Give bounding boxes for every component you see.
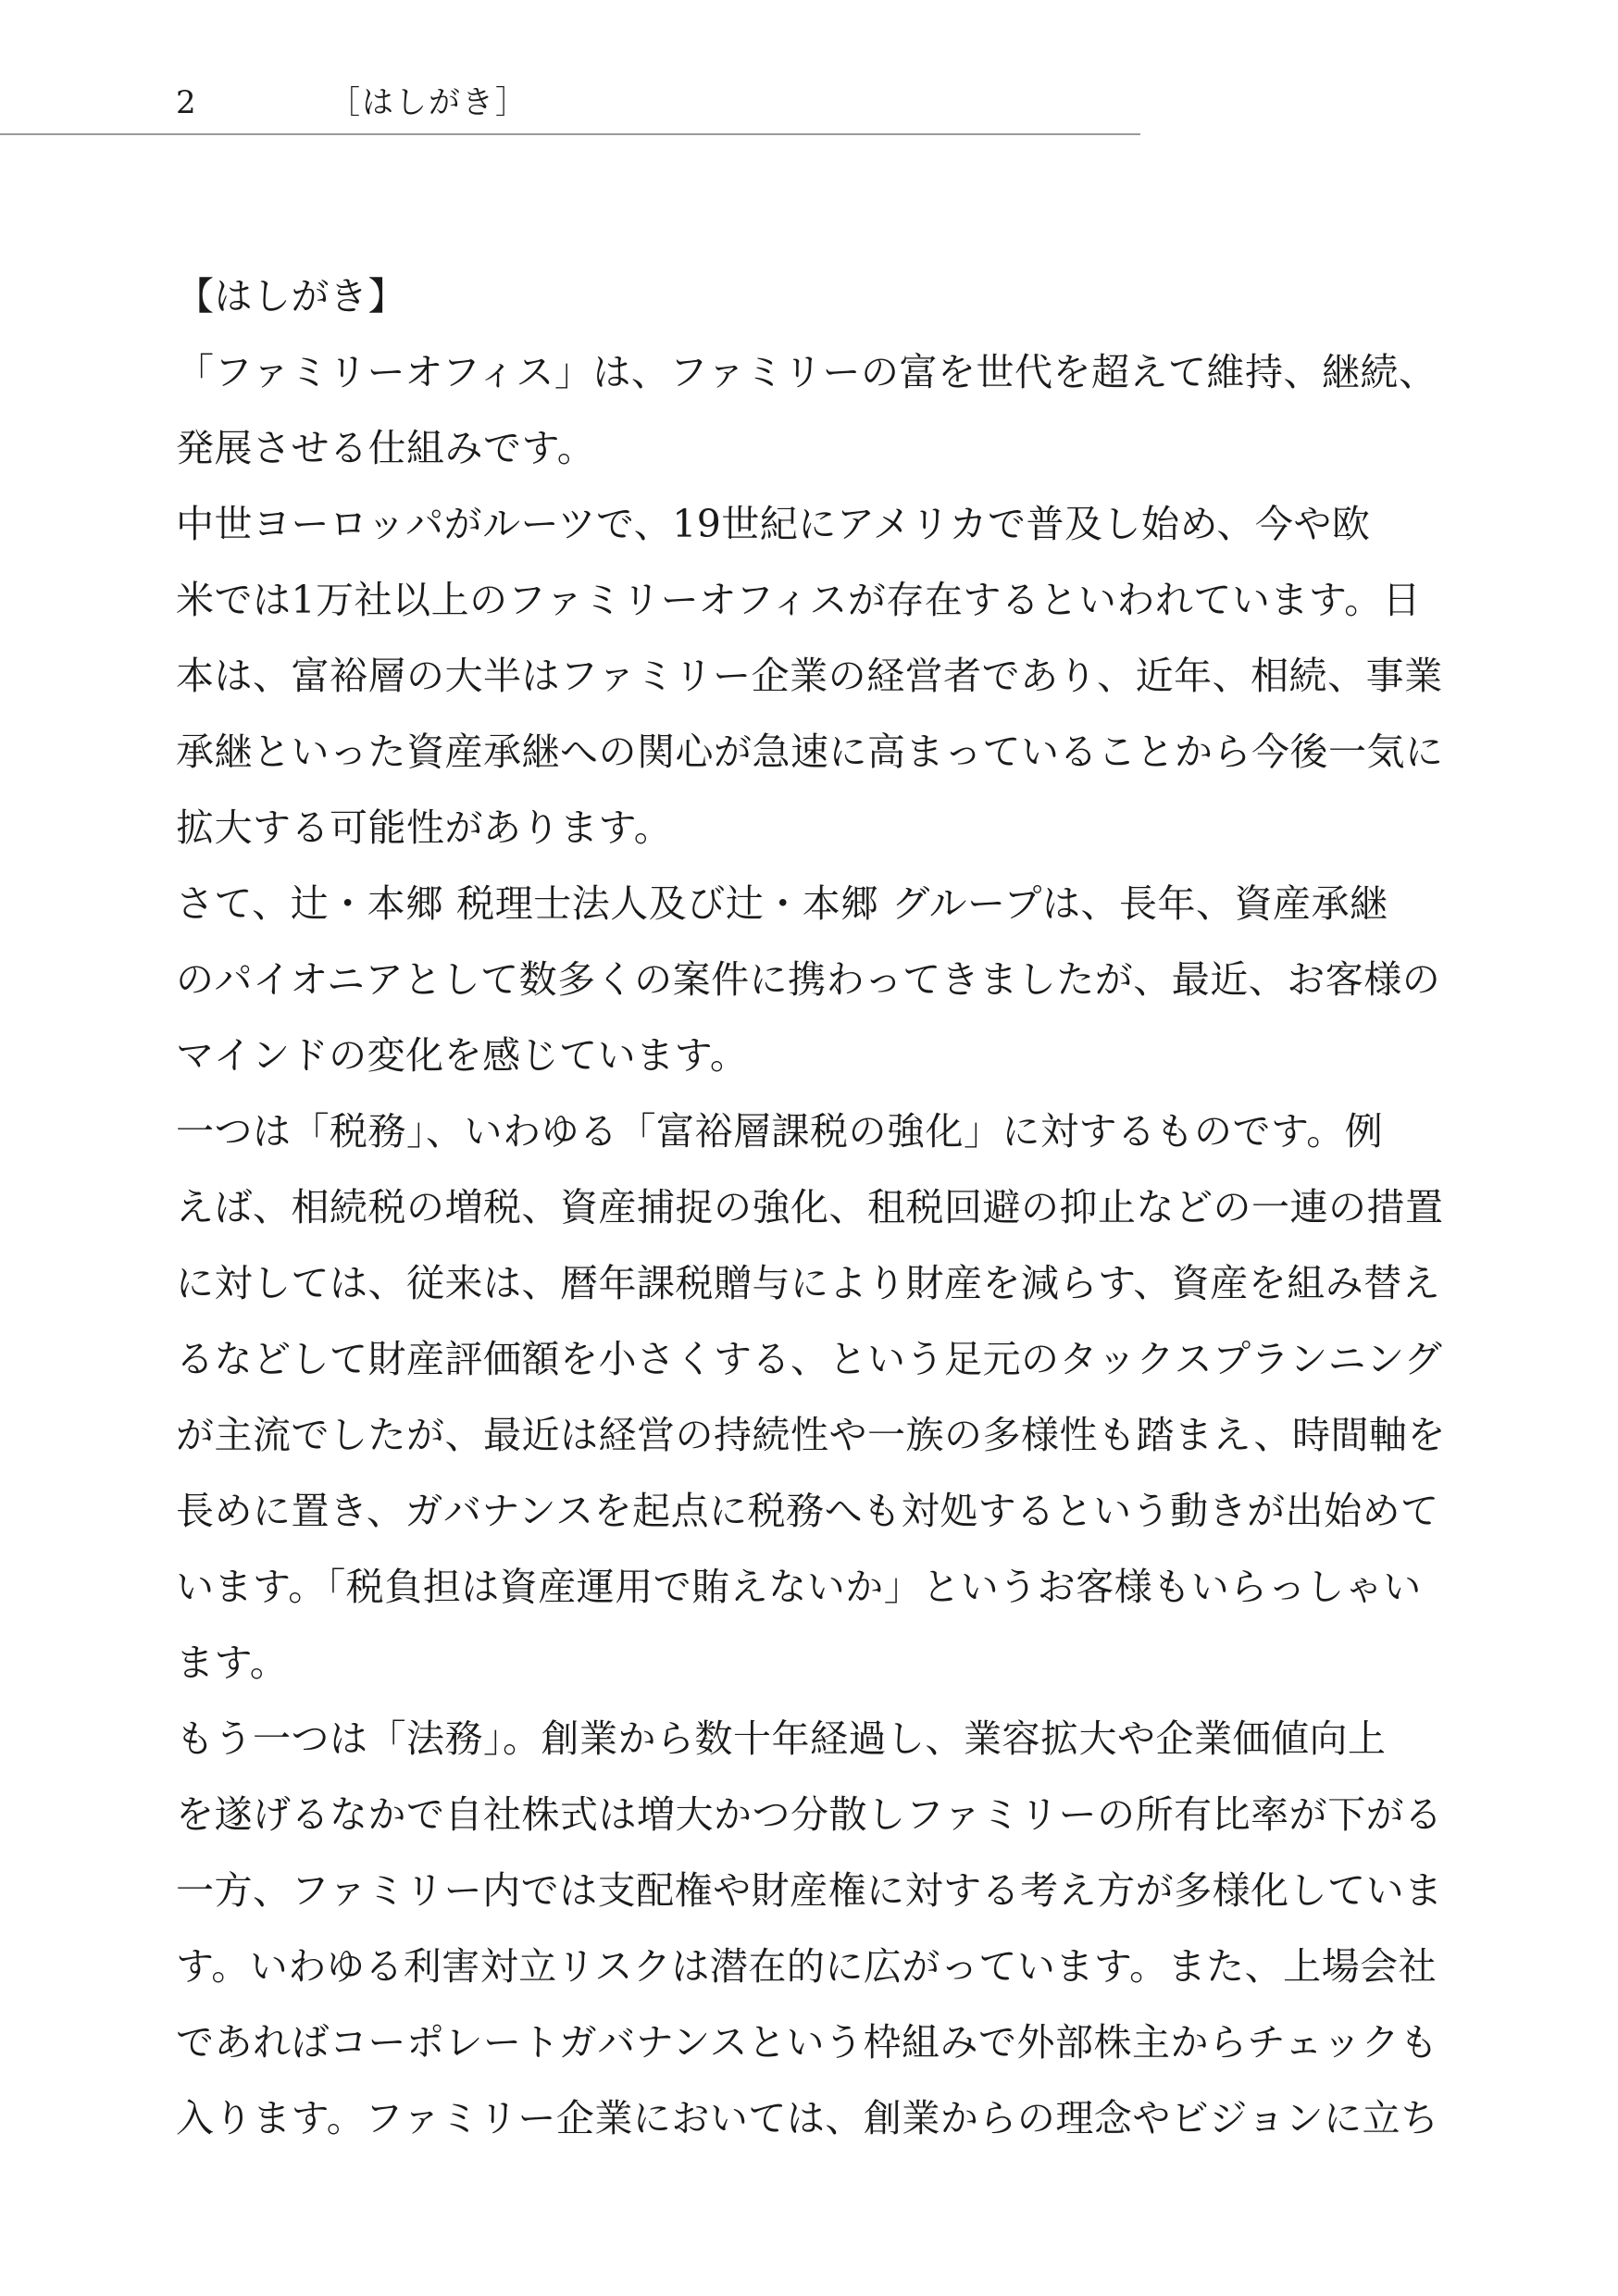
paragraph	[176, 486, 1453, 866]
text-line: さて、辻・本郷 税理士法人及び辻・本郷 グループは、長年、資産承継	[176, 881, 1388, 926]
text-line: 米では1万社以上のファミリーオフィスが存在するといわれています。日	[176, 578, 1422, 622]
text-line: す。いわゆる利害対立リスクは潜在的に広がっています。また、上場会社	[176, 1944, 1438, 1989]
text-line: 承継といった資産承継への関心が急速に高まっていることから今後一気に	[176, 730, 1444, 774]
text-line: 中世ヨーロッパがルーツで、19世紀にアメリカで普及し始め、今や欧	[176, 502, 1371, 546]
text-line: が主流でしたが、最近は経営の持続性や一族の多様性も踏まえ、時間軸を	[176, 1413, 1446, 1457]
text-line: に対しては、従来は、暦年課税贈与により財産を減らす、資産を組み替え	[176, 1261, 1441, 1305]
section-title: 【はしがき】	[176, 274, 406, 318]
text-line: を遂げるなかで自社株式は増大かつ分散しファミリーの所有比率が下がる	[176, 1792, 1443, 1837]
text-line: 入ります。ファミリー企業においては、創業からの理念やビジョンに立ち	[176, 2096, 1439, 2140]
text-line: であればコーポレートガバナンスという枠組みで外部株主からチェックも	[176, 2020, 1438, 2065]
text-line: 長めに置き、ガバナンスを起点に税務へも対処するという動きが出始めて	[176, 1489, 1439, 1533]
text-line: 一つは「税務」、いわゆる「富裕層課税の強化」に対するものです。例	[176, 1109, 1384, 1154]
paragraph	[176, 866, 1453, 1093]
paragraph	[176, 1701, 1453, 2156]
text-line: 発展させる仕組みです。	[176, 426, 596, 470]
text-line: 拡大する可能性があります。	[176, 805, 673, 850]
text-line: 一方、ファミリー内では支配権や財産権に対する考え方が多様化していま	[176, 1868, 1443, 1913]
paragraph	[176, 334, 1453, 486]
paragraph	[176, 1093, 1453, 1701]
text-line: えば、相続税の増税、資産捕捉の強化、租税回避の抑止などの一連の措置	[176, 1185, 1444, 1229]
page-body	[176, 258, 1453, 2156]
text-line: マインドの変化を感じています。	[176, 1033, 749, 1078]
text-line: ます。	[176, 1641, 289, 1685]
text-line: もう一つは「法務」。創業から数十年経過し、業容拡大や企業価値向上	[176, 1716, 1387, 1761]
page-number: 2	[176, 84, 197, 121]
text-line: います。「税負担は資産運用で賄えないか」というお客様もいらっしゃい	[176, 1565, 1422, 1609]
text-line: るなどして財産評価額を小さくする、という足元のタックスプランニング	[176, 1337, 1443, 1381]
text-line: 本は、富裕層の大半はファミリー企業の経営者であり、近年、相続、事業	[176, 654, 1443, 698]
text-line: のパイオニアとして数多くの案件に携わってきましたが、最近、お客様の	[176, 957, 1441, 1002]
text-line: 「ファミリーオフィス」は、ファミリーの富を世代を超えて維持、継続、	[176, 350, 1438, 394]
running-header-title: ［はしがき］	[329, 84, 529, 121]
running-header	[0, 81, 1140, 135]
